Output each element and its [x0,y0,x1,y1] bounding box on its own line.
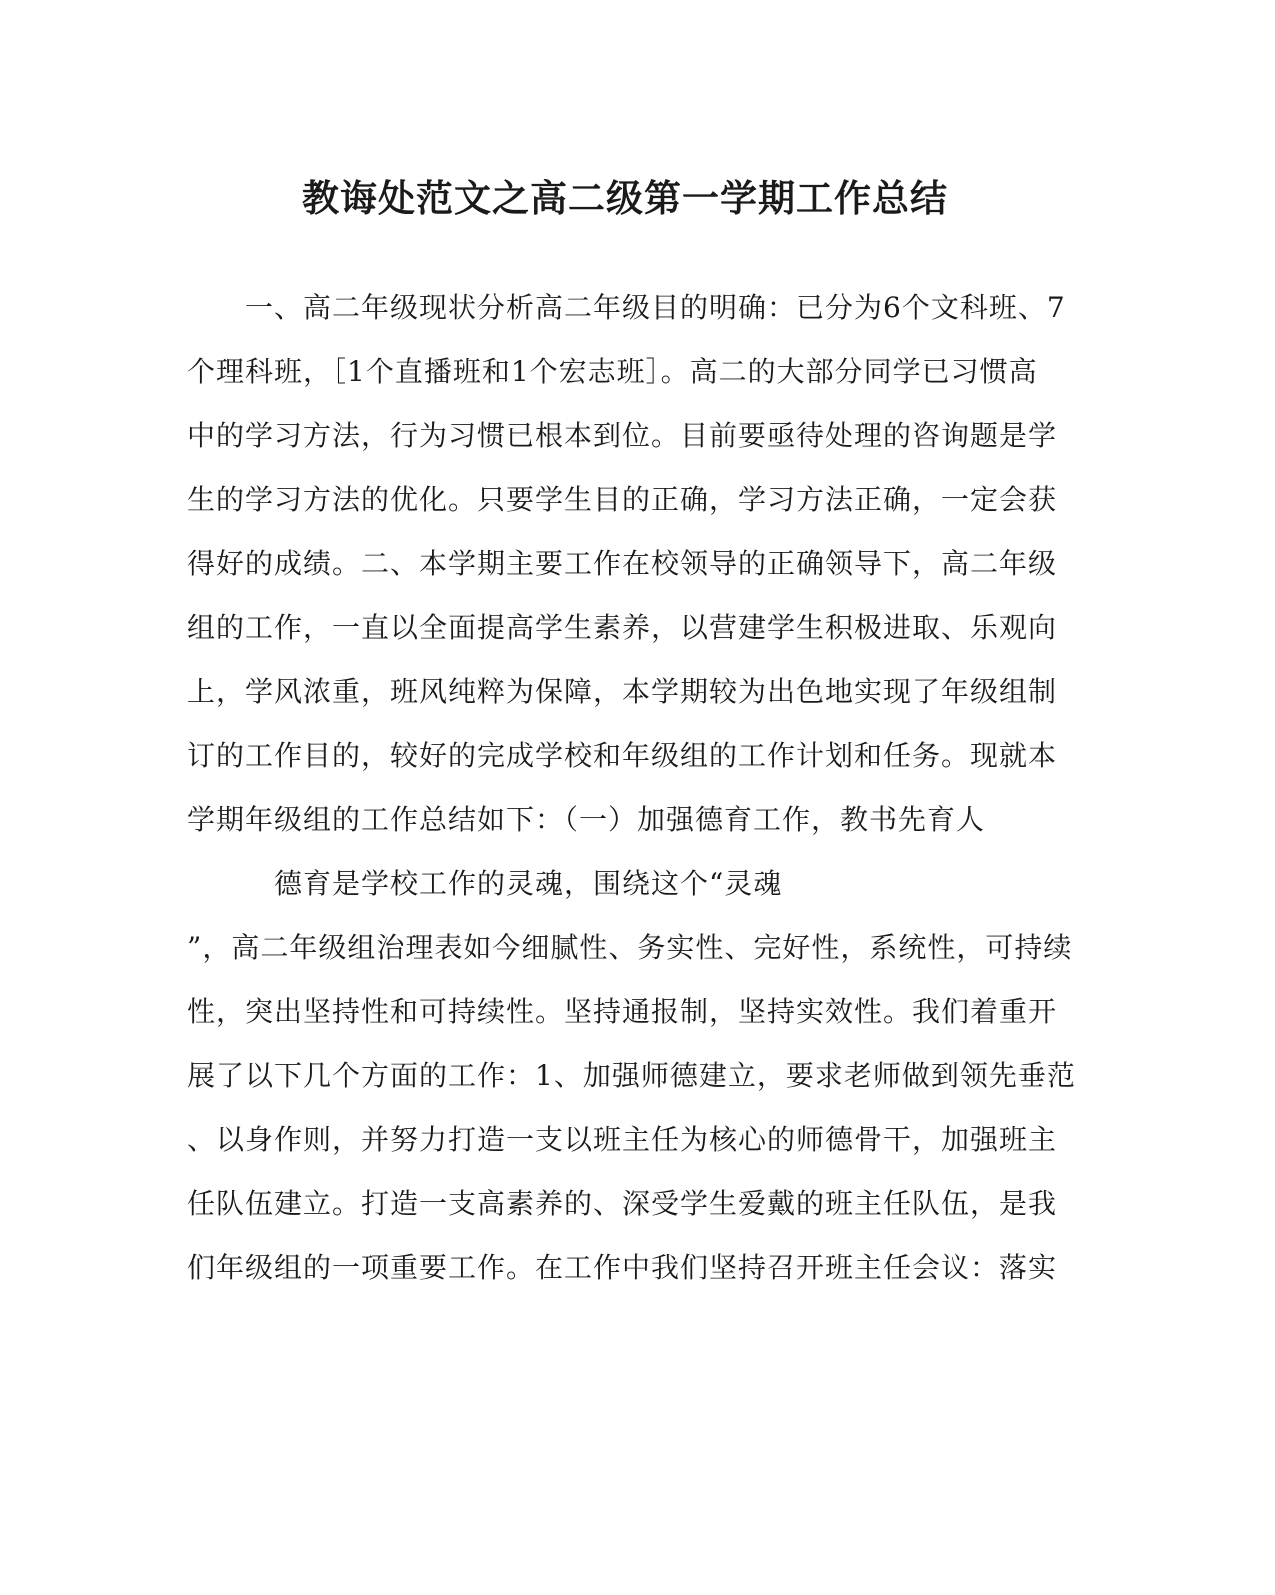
body-line-15: 任队伍建立。打造一支高素养的、深受学生爱戴的班主任队伍，是我 [187,1187,1058,1220]
body-line-10: 德育是学校工作的灵魂，围绕这个“灵魂 [187,867,783,900]
body-line-1: 一、高二年级现状分析高二年级目的明确：已分为6个文科班、7 [187,291,1066,324]
body-line-8: 订的工作目的，较好的完成学校和年级组的工作计划和任务。现就本 [187,739,1058,772]
body-line-5: 得好的成绩。二、本学期主要工作在校领导的正确领导下，高二年级 [187,547,1058,580]
body-line-2: 个理科班，［1个直播班和1个宏志班］。高二的大部分同学已习惯高 [187,355,1038,388]
body-line-7: 上，学风浓重，班风纯粹为保障，本学期较为出色地实现了年级组制 [187,675,1058,708]
body-line-9: 学期年级组的工作总结如下：（一）加强德育工作，教书先育人 [187,803,986,836]
document-title: 教诲处范文之高二级第一学期工作总结 [302,176,948,220]
body-line-12: 性，突出坚持性和可持续性。坚持通报制，坚持实效性。我们着重开 [187,995,1058,1028]
body-line-14: 、以身作则，并努力打造一支以班主任为核心的师德骨干，加强班主 [187,1123,1058,1156]
body-line-6: 组的工作，一直以全面提高学生素养，以营建学生积极进取、乐观向 [187,611,1058,644]
body-line-11: ”，高二年级组治理表如今细腻性、务实性、完好性，系统性，可持续 [187,931,1073,964]
body-line-13: 展了以下几个方面的工作：1、加强师德建立，要求老师做到领先垂范 [187,1059,1076,1092]
body-line-4: 生的学习方法的优化。只要学生目的正确，学习方法正确，一定会获 [187,483,1058,516]
body-line-3: 中的学习方法，行为习惯已根本到位。目前要亟待处理的咨询题是学 [187,419,1058,452]
body-line-16: 们年级组的一项重要工作。在工作中我们坚持召开班主任会议：落实 [187,1251,1058,1284]
